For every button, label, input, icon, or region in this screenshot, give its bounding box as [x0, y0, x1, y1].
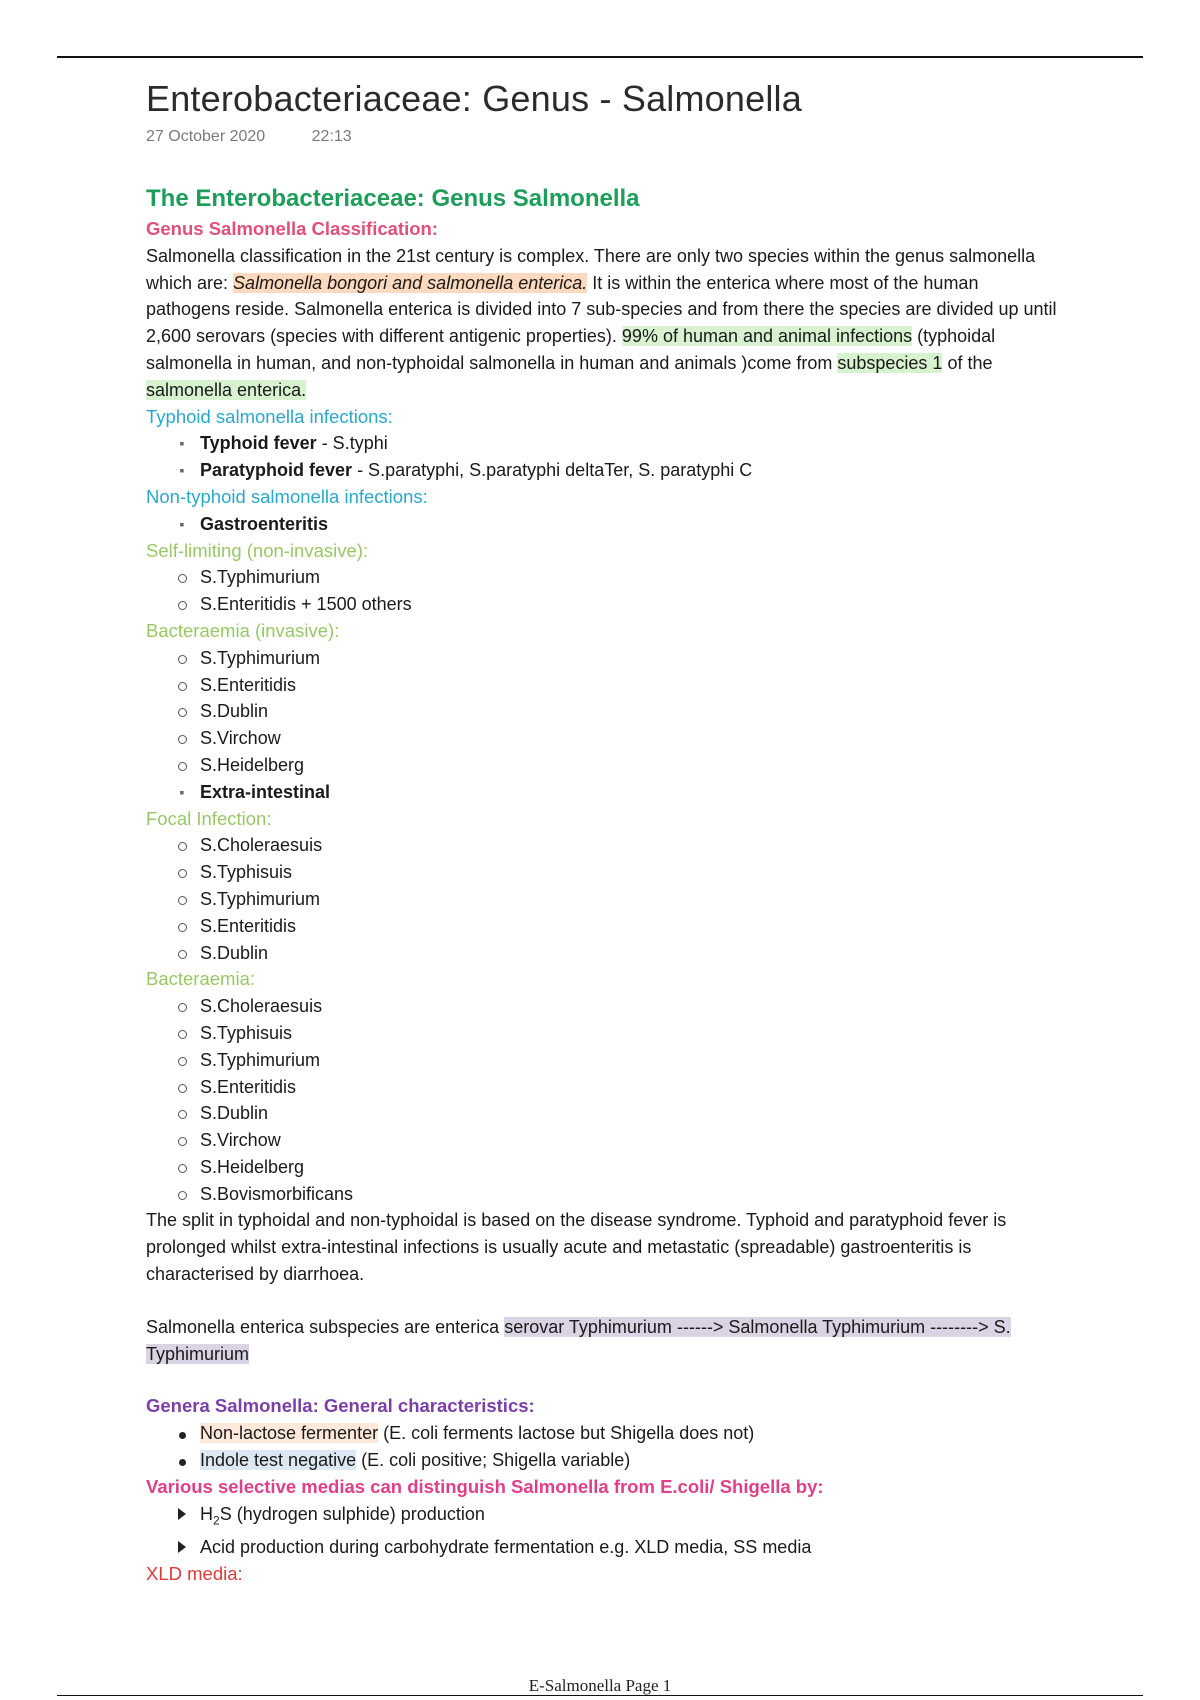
list-item-text: S.Typhimurium: [200, 647, 321, 668]
h2s-sub: 2: [213, 1513, 220, 1528]
page-date: 27 October 2020: [146, 128, 266, 145]
classification-heading: Genus Salmonella Classification:: [146, 218, 438, 239]
list-item-text: S.Dublin: [200, 942, 269, 963]
list-item-text: S.Dublin: [200, 1103, 269, 1124]
list-item-text: S.Enteritidis: [200, 674, 297, 695]
typhoid-list: [146, 430, 1066, 484]
list-item: [146, 1501, 1066, 1534]
dash-icon: ▪: [179, 783, 185, 800]
main-heading: The Enterobacteriaceae: Genus Salmonella: [146, 185, 640, 212]
circle-bullet-icon: [172, 725, 192, 752]
list-item: [146, 1154, 1066, 1181]
list-item: [146, 859, 1066, 886]
list-item-bold: Extra-intestinal: [200, 781, 331, 802]
list-item: [146, 993, 1066, 1020]
list-item-text: S.Virchow: [200, 728, 281, 749]
circle-bullet-icon: [172, 832, 192, 859]
bullet-icon: [172, 1420, 192, 1447]
circle-bullet-icon: [172, 1181, 192, 1208]
list-item-text: S.Typhimurium: [200, 888, 321, 909]
infection-highlight: 99% of human and animal infections: [621, 326, 913, 347]
bacteraemia-list: [146, 993, 1066, 1207]
circle-bullet-icon: [172, 886, 192, 913]
list-item: [146, 779, 1066, 806]
h2s-h: H: [200, 1503, 213, 1524]
dash-icon: ▪: [179, 462, 185, 479]
subspecies-highlight: subspecies 1: [837, 352, 943, 373]
general-list: [146, 1420, 1066, 1474]
circle-bullet-icon: [172, 1074, 192, 1101]
list-item: [146, 752, 1066, 779]
circle-bullet-icon: [172, 591, 192, 618]
page-title: Enterobacteriaceae: Genus - Salmonella: [146, 78, 802, 119]
circle-bullet-icon: [172, 672, 192, 699]
circle-bullet-icon: [172, 752, 192, 779]
list-item: [146, 725, 1066, 752]
list-item-text: S.Dublin: [200, 701, 269, 722]
bottom-rule: [57, 1695, 1143, 1696]
list-item: [146, 564, 1066, 591]
list-item: [146, 457, 1066, 484]
top-rule: [57, 56, 1143, 58]
list-item-text: S.Typhimurium: [200, 1049, 321, 1070]
list-item: [146, 698, 1066, 725]
dash-icon: ▪: [179, 435, 185, 452]
list-item-bold: Gastroenteritis: [200, 513, 329, 534]
list-item-text: - S.typhi: [316, 433, 388, 454]
circle-bullet-icon: [172, 1100, 192, 1127]
arrow-bullet-icon: [172, 1534, 192, 1561]
list-item: [146, 940, 1066, 967]
list-item: [146, 591, 1066, 618]
classification-text-c: (typhoidal salmonella in human, and non-typhoidal salmonella in human and animals )come from: [146, 326, 996, 373]
list-item-text: S.Enteritidis + 1500 others: [200, 594, 412, 615]
list-item-text: S.Virchow: [200, 1130, 281, 1151]
nontyphoid-heading: Non-typhoid salmonella infections:: [146, 485, 428, 507]
serovar-highlight: serovar Typhimurium ------> Salmonella Typhimurium --------> S. Typhimurium: [146, 1316, 1011, 1364]
self-limiting-list: [146, 564, 1066, 618]
list-item: [146, 1100, 1066, 1127]
list-item-text: S.Choleraesuis: [200, 835, 323, 856]
classification-paragraph: [146, 243, 1066, 404]
bacteraemia-invasive-list: [146, 645, 1066, 806]
serovar-paragraph: [146, 1314, 1066, 1368]
list-item: [146, 886, 1066, 913]
list-item: [146, 1020, 1066, 1047]
selective-heading: Various selective medias can distinguish Salmonella from E.coli/ Shigella by:: [146, 1475, 824, 1497]
list-item-text: Acid production during carbohydrate fermentation e.g. XLD media, SS media: [200, 1537, 812, 1558]
list-item-text: S.Typhimurium: [200, 567, 321, 588]
list-item: [146, 672, 1066, 699]
selective-list: [146, 1501, 1066, 1561]
indole-highlight: Indole test negative: [200, 1450, 357, 1471]
bullet-icon: [172, 1447, 192, 1474]
self-limiting-heading: Self-limiting (non-invasive):: [146, 539, 369, 561]
list-item-text: - S.paratyphi, S.paratyphi deltaTer, S. paratyphi C: [352, 460, 753, 481]
classification-text-d: of the: [942, 352, 993, 373]
circle-bullet-icon: [172, 859, 192, 886]
list-item-text: (E. coli positive; Shigella variable): [356, 1450, 631, 1471]
circle-bullet-icon: [172, 1154, 192, 1181]
list-item-text: S.Choleraesuis: [200, 996, 323, 1017]
circle-bullet-icon: [172, 913, 192, 940]
serovar-text: Salmonella enterica subspecies are enterica: [146, 1316, 505, 1337]
list-item-text: S.Typhisuis: [200, 862, 293, 883]
list-item: [146, 832, 1066, 859]
list-item: [146, 1181, 1066, 1208]
circle-bullet-icon: [172, 1020, 192, 1047]
list-item-text: S (hydrogen sulphide) production: [219, 1503, 485, 1524]
list-item-bold: Typhoid fever: [200, 433, 317, 454]
classification-text-a: Salmonella classification in the 21st century is complex. There are only two species within the genus salmonella which are:: [146, 245, 1036, 293]
page: [146, 74, 1066, 1588]
typhoid-heading: Typhoid salmonella infections:: [146, 405, 393, 427]
list-item-text: S.Enteritidis: [200, 1076, 297, 1097]
circle-bullet-icon: [172, 564, 192, 591]
list-item-text: S.Typhisuis: [200, 1022, 293, 1043]
circle-bullet-icon: [172, 645, 192, 672]
list-item: [146, 1534, 1066, 1561]
note-content: [146, 182, 1066, 1588]
list-item-text: S.Heidelberg: [200, 1156, 305, 1177]
list-item: [146, 1447, 1066, 1474]
list-item-text: S.Heidelberg: [200, 754, 305, 775]
species-highlight: Salmonella bongori and salmonella enterica.: [233, 272, 588, 293]
nontyphoid-list: [146, 511, 1066, 538]
lactose-highlight: Non-lactose fermenter: [200, 1423, 379, 1444]
list-item-text: (E. coli ferments lactose but Shigella does not): [378, 1423, 755, 1444]
list-item: [146, 1420, 1066, 1447]
arrow-bullet-icon: [172, 1501, 192, 1528]
list-item-text: S.Bovismorbificans: [200, 1183, 354, 1204]
focal-heading: Focal Infection:: [146, 807, 272, 829]
list-item: [146, 1127, 1066, 1154]
circle-bullet-icon: [172, 940, 192, 967]
list-item-bold: Paratyphoid fever: [200, 460, 353, 481]
list-item: [146, 913, 1066, 940]
bacteraemia-heading: Bacteraemia:: [146, 968, 255, 990]
list-item: [146, 1074, 1066, 1101]
split-paragraph: The split in typhoidal and non-typhoidal is based on the disease syndrome. Typhoid and paratyphoid fever is prolonged whilst extra-intestinal infections is usually acute and metastatic (spreadable) gastroenteritis is characterised by diarrhoea.: [146, 1210, 1007, 1285]
circle-bullet-icon: [172, 1127, 192, 1154]
dash-icon: ▪: [179, 515, 185, 532]
circle-bullet-icon: [172, 1047, 192, 1074]
focal-list: [146, 832, 1066, 966]
circle-bullet-icon: [172, 698, 192, 725]
classification-text-b: It is within the enterica where most of the human pathogens reside. Salmonella enterica is divided into 7 sub-species and from there the species are divided up until 2,600 serovars (species with different antigenic properties).: [146, 272, 1057, 347]
general-heading: Genera Salmonella: General characteristics:: [146, 1395, 535, 1417]
xld-heading: XLD media:: [146, 1562, 243, 1584]
enterica-highlight: salmonella enterica.: [146, 379, 307, 400]
page-time: 22:13: [311, 128, 352, 145]
bacteraemia-invasive-heading: Bacteraemia (invasive):: [146, 619, 340, 641]
list-item: [146, 1047, 1066, 1074]
list-item: [146, 645, 1066, 672]
page-meta: [146, 128, 1066, 150]
page-footer: E-Salmonella Page 1: [528, 1676, 672, 1695]
circle-bullet-icon: [172, 993, 192, 1020]
list-item: [146, 511, 1066, 538]
list-item-text: S.Enteritidis: [200, 915, 297, 936]
list-item: [146, 430, 1066, 457]
